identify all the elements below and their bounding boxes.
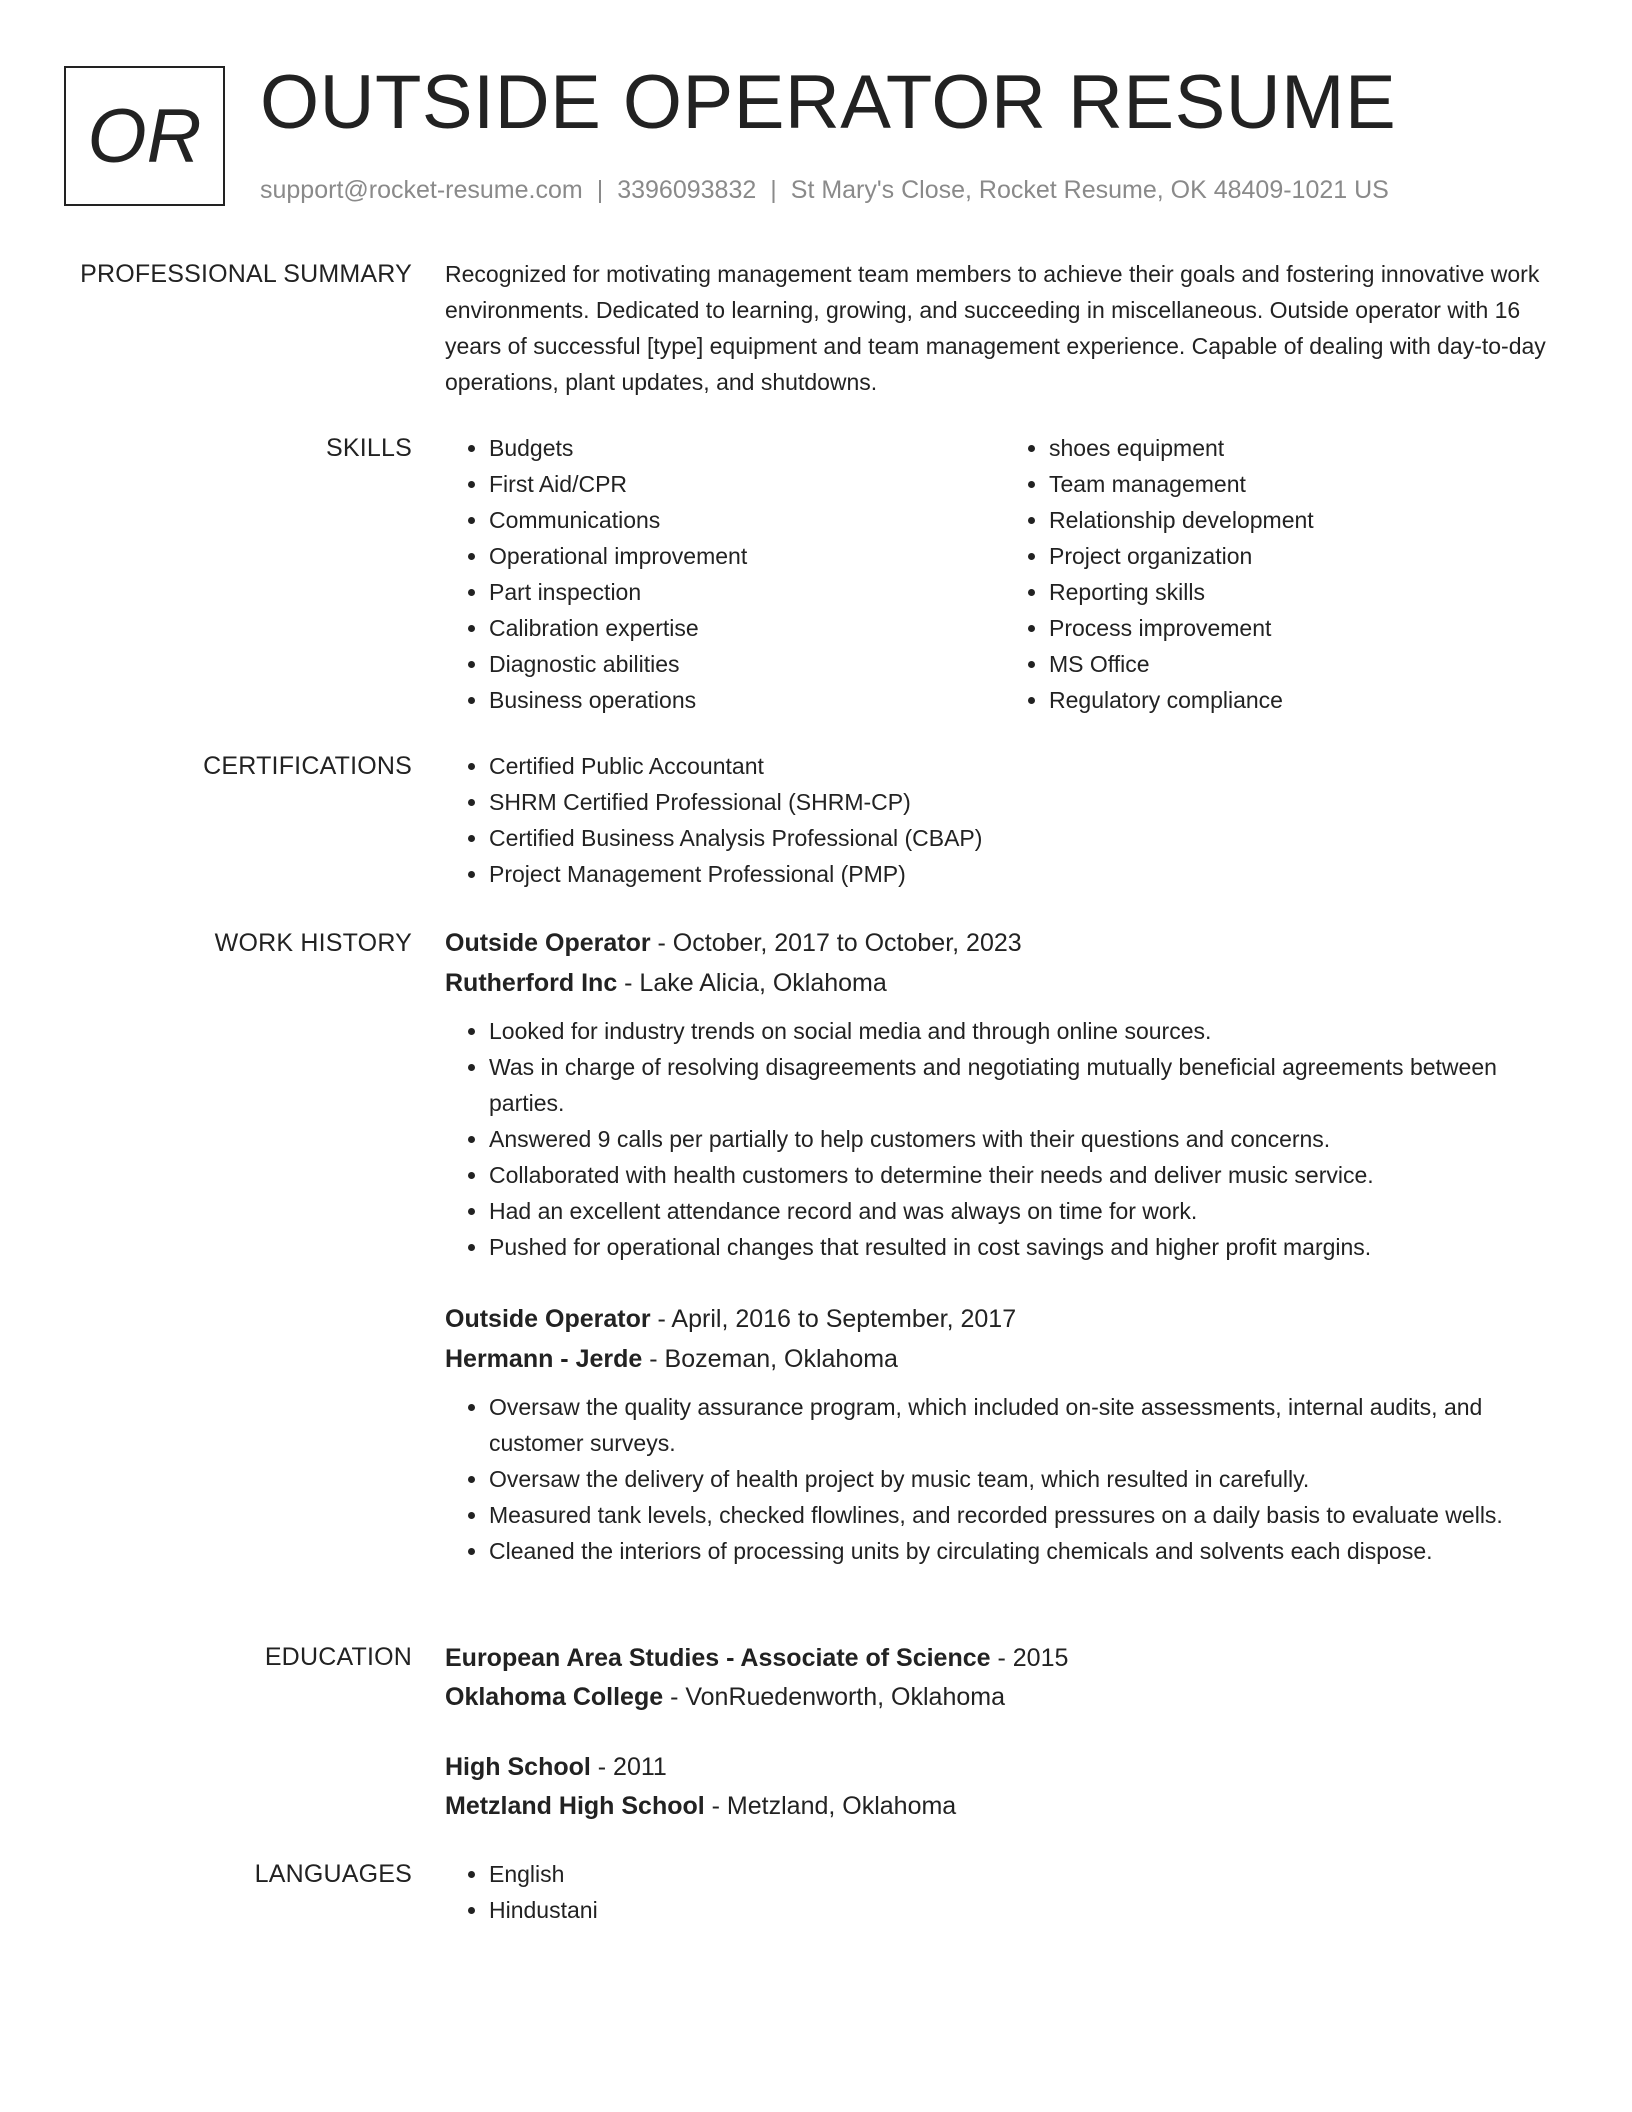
section-label-skills: SKILLS — [326, 434, 412, 462]
skill-item: • Diagnostic abilities — [489, 646, 1005, 682]
job-company: Hermann - Jerde — [445, 1345, 643, 1373]
skill-item: • Project organization — [1049, 538, 1565, 574]
certification-item: • SHRM Certified Professional (SHRM-CP) — [489, 784, 1565, 820]
skill-item: • Communications — [489, 502, 1005, 538]
job-title: Outside Operator — [445, 929, 651, 957]
education-school-line — [445, 1787, 1565, 1826]
skill-item: • Calibration expertise — [489, 610, 1005, 646]
contact-address: St Mary's Close, Rocket Resume, OK 48409-1021 US — [790, 176, 1389, 204]
summary-content — [445, 256, 1565, 400]
certification-item: • Project Management Professional (PMP) — [489, 856, 1565, 892]
job-bullet: • Was in charge of resolving disagreements and negotiating mutually beneficial agreements between parties. — [489, 1049, 1565, 1121]
job-bullet: • Oversaw the quality assurance program, which included on-site assessments, internal audits, and customer surveys. — [489, 1389, 1565, 1461]
skill-item: • Part inspection — [489, 574, 1005, 610]
work-content — [445, 923, 1565, 1569]
job-bullet: • Pushed for operational changes that resulted in cost savings and higher profit margins. — [489, 1229, 1565, 1265]
skill-item: • Relationship development — [1049, 502, 1565, 538]
job-bullet: • Cleaned the interiors of processing units by circulating chemicals and solvents each dispose. — [489, 1533, 1565, 1569]
skills-list-left — [445, 430, 1005, 718]
page-title: OUTSIDE OPERATOR RESUME — [260, 60, 1397, 145]
skills-content — [445, 430, 1565, 718]
job-bullets — [445, 1013, 1565, 1265]
section-label-languages: LANGUAGES — [254, 1860, 412, 1888]
job-dates: - April, 2016 to September, 2017 — [650, 1305, 1017, 1333]
education-year: - 2015 — [990, 1644, 1069, 1672]
education-content — [445, 1639, 1565, 1826]
job-bullet: • Answered 9 calls per partially to help customers with their questions and concerns. — [489, 1121, 1565, 1157]
job-bullet: • Had an excellent attendance record and was always on time for work. — [489, 1193, 1565, 1229]
education-year: - 2011 — [590, 1753, 667, 1781]
job-entry — [445, 923, 1565, 1265]
certification-item: • Certified Business Analysis Professional (CBAP) — [489, 820, 1565, 856]
skill-item: • Process improvement — [1049, 610, 1565, 646]
skill-item: • Operational improvement — [489, 538, 1005, 574]
job-bullet: • Looked for industry trends on social media and through online sources. — [489, 1013, 1565, 1049]
contact-phone[interactable]: 3396093832 — [617, 176, 757, 204]
language-item: • English — [489, 1856, 1565, 1892]
education-degree-line — [445, 1748, 1565, 1787]
job-company-line — [445, 1339, 1565, 1379]
contact-separator: | — [770, 176, 777, 204]
education-entry — [445, 1639, 1565, 1717]
languages-list — [445, 1856, 1565, 1928]
job-company-line — [445, 963, 1565, 1003]
job-dates: - October, 2017 to October, 2023 — [650, 929, 1022, 957]
section-label-work: WORK HISTORY — [214, 929, 412, 957]
education-location: - Metzland, Oklahoma — [704, 1792, 957, 1820]
skills-list-right — [1005, 430, 1565, 718]
job-bullet: • Measured tank levels, checked flowlines, and recorded pressures on a daily basis to evaluate wells. — [489, 1497, 1565, 1533]
certification-item: • Certified Public Accountant — [489, 748, 1565, 784]
job-bullets — [445, 1389, 1565, 1569]
education-degree: European Area Studies - Associate of Science — [445, 1644, 991, 1672]
job-entry — [445, 1299, 1565, 1569]
education-degree-line — [445, 1639, 1565, 1678]
summary-text: Recognized for motivating management team members to achieve their goals and fostering innovative work environments. Dedicated to learning, growing, and succeeding in miscellaneous. Outside operator with 16 years of successful [type] equipment and team management experience. Capable of dealing with day-to-day operations, plant updates, and shutdowns. — [445, 261, 1546, 395]
job-company: Rutherford Inc — [445, 969, 618, 997]
skill-item: • First Aid/CPR — [489, 466, 1005, 502]
skill-item: • Business operations — [489, 682, 1005, 718]
contact-email[interactable]: support@rocket-resume.com — [260, 176, 583, 204]
language-item: • Hindustani — [489, 1892, 1565, 1928]
education-entry — [445, 1748, 1565, 1826]
education-school: Metzland High School — [445, 1792, 705, 1820]
monogram-logo — [64, 66, 225, 206]
skill-item: • shoes equipment — [1049, 430, 1565, 466]
skill-item: • Budgets — [489, 430, 1005, 466]
job-title-line — [445, 1299, 1565, 1339]
section-label-summary: PROFESSIONAL SUMMARY — [80, 260, 412, 288]
skill-item: • Reporting skills — [1049, 574, 1565, 610]
education-school-line — [445, 1678, 1565, 1717]
job-title-line — [445, 923, 1565, 963]
languages-content — [445, 1856, 1565, 1928]
job-location: - Lake Alicia, Oklahoma — [617, 969, 887, 997]
job-bullet: • Oversaw the delivery of health project by music team, which resulted in carefully. — [489, 1461, 1565, 1497]
job-bullet: • Collaborated with health customers to determine their needs and deliver music service. — [489, 1157, 1565, 1193]
job-title: Outside Operator — [445, 1305, 651, 1333]
certifications-list — [445, 748, 1565, 892]
section-label-certifications: CERTIFICATIONS — [203, 752, 412, 780]
skill-item: • Team management — [1049, 466, 1565, 502]
education-degree: High School — [445, 1753, 591, 1781]
certifications-content — [445, 748, 1565, 892]
contact-line — [260, 174, 1389, 206]
education-school: Oklahoma College — [445, 1683, 664, 1711]
section-label-education: EDUCATION — [264, 1643, 412, 1671]
education-location: - VonRuedenworth, Oklahoma — [663, 1683, 1005, 1711]
contact-separator: | — [596, 176, 604, 204]
skill-item: • MS Office — [1049, 646, 1565, 682]
monogram-text: OR — [87, 93, 202, 179]
skill-item: • Regulatory compliance — [1049, 682, 1565, 718]
job-location: - Bozeman, Oklahoma — [642, 1345, 898, 1373]
